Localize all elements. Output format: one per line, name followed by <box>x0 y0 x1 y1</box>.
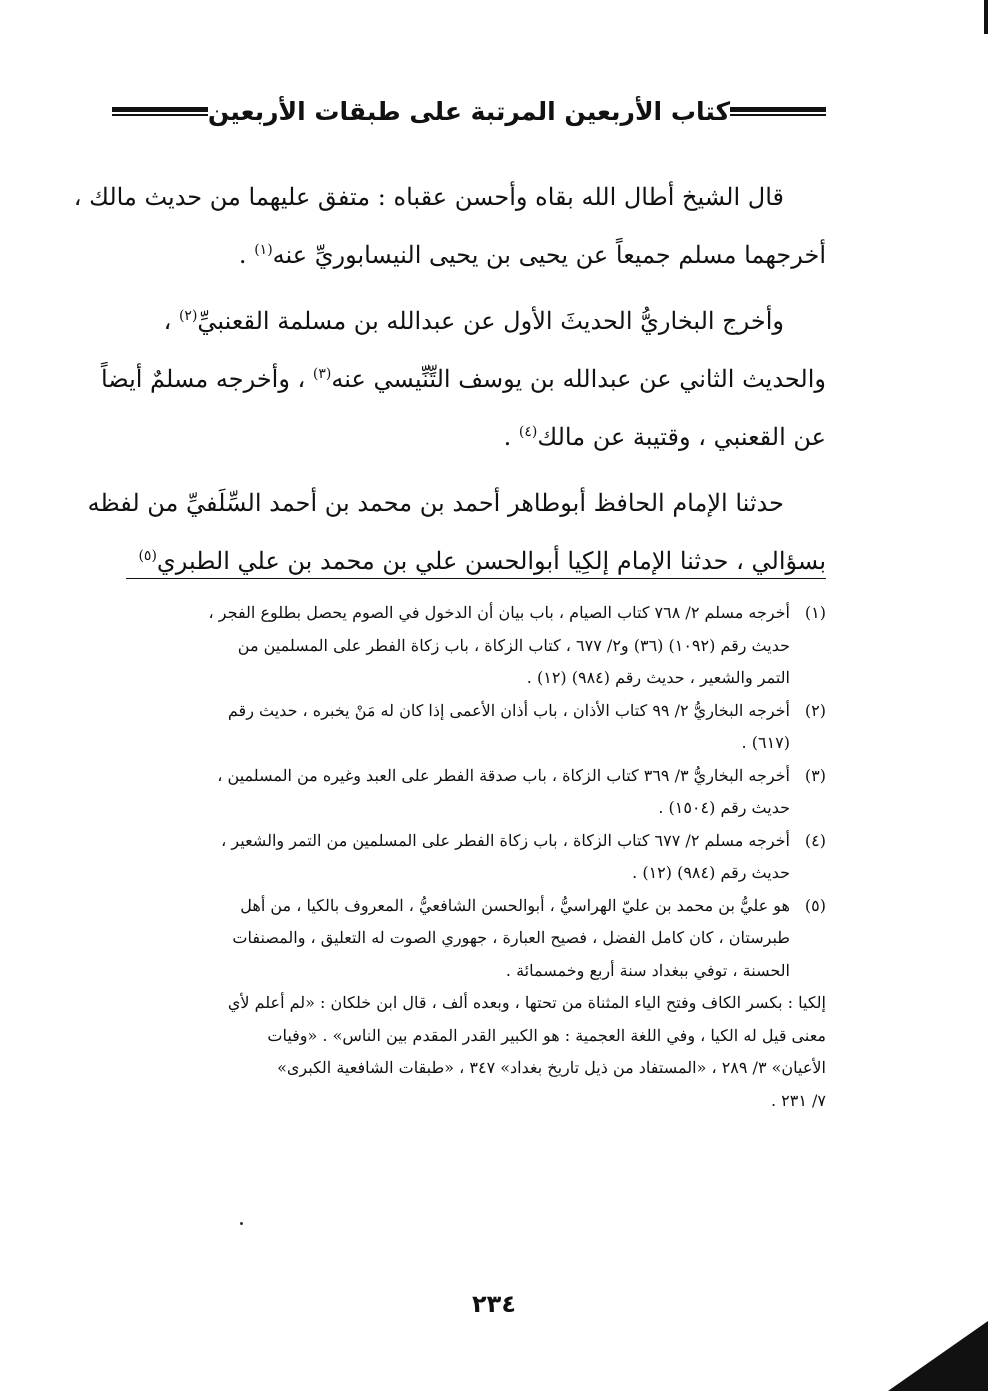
footnote-line: التمر والشعير ، حديث رقم (٩٨٤) (١٢) . <box>526 668 790 687</box>
footnote-ref[interactable]: (٥) <box>138 548 157 564</box>
text-line: قال الشيخ أطال الله بقاه وأحسن عقباه : متفق عليهما من حديث مالك ، <box>73 183 784 211</box>
footnote-line: أخرجه مسلم ٢/ ٦٧٧ كتاب الزكاة ، باب زكاة الفطر على المسلمين من التمر والشعير ، <box>221 830 790 850</box>
footnote-line: حديث رقم (١٠٩٢) (٣٦) و٢/ ٦٧٧ ، كتاب الزكاة ، باب زكاة الفطر على المسلمين من <box>237 635 790 655</box>
footnote-ref[interactable]: (٤) <box>518 424 538 440</box>
footnote-continuation <box>112 987 826 1117</box>
footnote-line: ٧/ ٢٣١ . <box>770 1090 826 1110</box>
text-line: بسؤالي ، حدثنا الإمام إلكِيا أبوالحسن علي بن محمد بن علي الطبري$^{(٥)}$ <box>138 547 826 575</box>
text-line: عن القعنبي ، وقتيبة عن مالك$^{(٤)}$ . <box>503 423 826 451</box>
footnote-number: (٤) <box>804 830 826 850</box>
footnote-5 <box>112 890 826 988</box>
footnote-number: (٢) <box>804 700 826 720</box>
text-line: والحديث الثاني عن عبدالله بن يوسف التِّنِّيسي عنه$^{(٣)}$ ، وأخرجه مسلمٌ أيضاً <box>100 365 826 393</box>
footnote-line: حديث رقم (٩٨٤) (١٢) . <box>632 863 790 882</box>
footnote-number: (٥) <box>804 895 826 915</box>
paragraph-1 <box>73 168 826 284</box>
main-text <box>73 168 826 598</box>
paragraph-2 <box>100 292 826 466</box>
page-number: ٢٣٤ <box>472 1290 516 1318</box>
footnote-ref[interactable]: (٣) <box>312 366 332 382</box>
header-rule-right <box>730 107 826 116</box>
footnote-1 <box>112 597 826 695</box>
footnote-ref[interactable]: (١) <box>254 242 273 258</box>
page-edge-mark <box>984 0 988 34</box>
scan-speck <box>240 1222 243 1225</box>
footnote-line: حديث رقم (١٥٠٤) . <box>658 798 790 817</box>
footnote-4 <box>112 825 826 890</box>
footnote-line: إلكيا : بكسر الكاف وفتح الياء المثناة من تحتها ، وبعده ألف ، قال ابن خلكان : «لم أعلم لأي <box>227 993 826 1012</box>
footnote-ref[interactable]: (٢) <box>178 308 198 324</box>
footnote-number: (١) <box>804 603 826 622</box>
footnote-line: (٦١٧) . <box>741 733 790 752</box>
footnotes <box>112 597 826 1117</box>
footnote-3 <box>112 760 826 825</box>
footnote-line: معنى قيل له الكيا ، وفي اللغة العجمية : هو الكبير القدر المقدم بين الناس» . «وفيات <box>267 1025 826 1045</box>
footnote-2 <box>112 695 826 760</box>
footnote-line: الحسنة ، توفي ببغداد سنة أربع وخمسمائة . <box>505 960 790 980</box>
footnote-line: أخرجه مسلم ٢/ ٧٦٨ كتاب الصيام ، باب بيان أن الدخول في الصوم يحصل بطلوع الفجر ، <box>208 603 790 622</box>
paragraph-3 <box>87 474 826 590</box>
text-line: أخرجهما مسلم جميعاً عن يحيى بن يحيى النيسابوريِّ عنه$^{(١)}$ . <box>238 241 826 269</box>
footnote-number: (٣) <box>804 765 826 785</box>
footnote-line: أخرجه البخاريُّ ٢/ ٩٩ كتاب الأذان ، باب أذان الأعمى إذا كان له مَنْ يخبره ، حديث رقم <box>227 700 790 720</box>
page-corner-triangle <box>888 1321 988 1391</box>
footnote-line: طبرستان ، كان كامل الفضل ، فصيح العبارة ، جهوري الصوت له التعليق ، والمصنفات <box>232 928 790 947</box>
running-header <box>112 88 826 134</box>
footnote-line: أخرجه البخاريُّ ٣/ ٣٦٩ كتاب الزكاة ، باب صدقة الفطر على العبد وغيره من المسلمين ، <box>217 765 790 785</box>
footnote-line: الأعيان» ٣/ ٢٨٩ ، «المستفاد من ذيل تاريخ بغداد» ٣٤٧ ، «طبقات الشافعية الكبرى» <box>277 1058 826 1077</box>
header-rule-left <box>112 107 208 116</box>
text-line: وأخرج البخاريُّ الحديثَ الأول عن عبدالله بن مسلمة القعنبيِّ$^{(٢)}$ ، <box>163 307 784 335</box>
text-line: حدثنا الإمام الحافظ أبوطاهر أحمد بن محمد بن أحمد السِّلَفيِّ من لفظه <box>87 489 784 517</box>
header-title: كتاب الأربعين المرتبة على طبقات الأربعين <box>207 96 731 126</box>
footnote-separator <box>126 578 826 579</box>
footnote-line: هو عليُّ بن محمد بن عليّ الهراسيُّ ، أبوالحسن الشافعيُّ ، المعروف بالكيا ، من أهل <box>240 895 790 915</box>
